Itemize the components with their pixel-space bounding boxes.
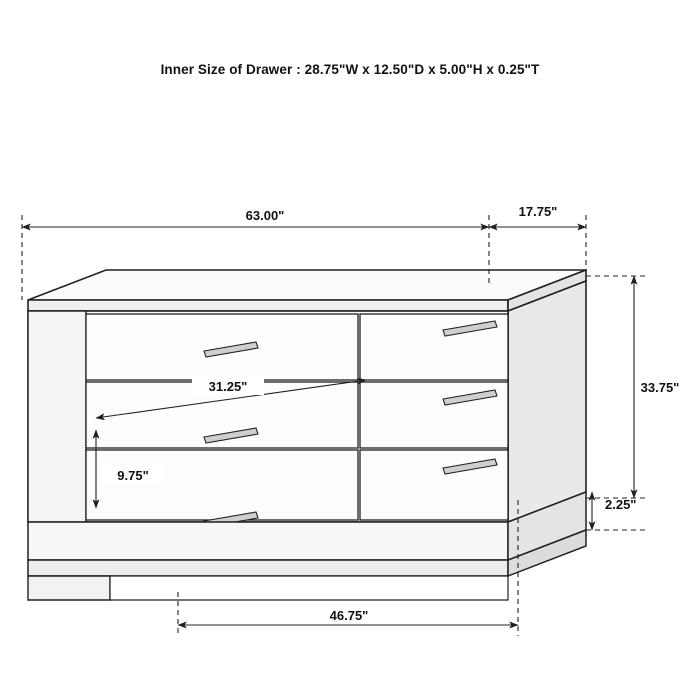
label-depth-top: 17.75" [518, 204, 558, 219]
dresser-base-front [28, 522, 508, 560]
dresser-top-surface [28, 270, 586, 300]
drawer-front-r1c1[interactable] [86, 314, 358, 380]
dresser-foot-recess [110, 576, 508, 600]
dresser-foot-front [28, 560, 508, 576]
label-base-width: 46.75" [329, 608, 369, 623]
dresser-illustration [28, 270, 586, 600]
label-drawer-height: 9.75" [117, 468, 149, 483]
page-title: Inner Size of Drawer : 28.75"W x 12.50"D x 5.00"H x 0.25"T [160, 62, 540, 77]
label-width-front: 63.00" [245, 208, 285, 223]
dresser-left-foot-block [28, 576, 110, 600]
label-height-total: 33.75" [640, 380, 680, 395]
dresser-right-panel [508, 281, 586, 522]
drawer-front-r3c1[interactable] [86, 450, 358, 520]
label-base-height: 2.25" [605, 497, 637, 512]
label-drawer-inner-width: 31.25" [208, 379, 248, 394]
dresser-top-edge [28, 300, 508, 311]
dresser-left-stile [28, 311, 86, 522]
